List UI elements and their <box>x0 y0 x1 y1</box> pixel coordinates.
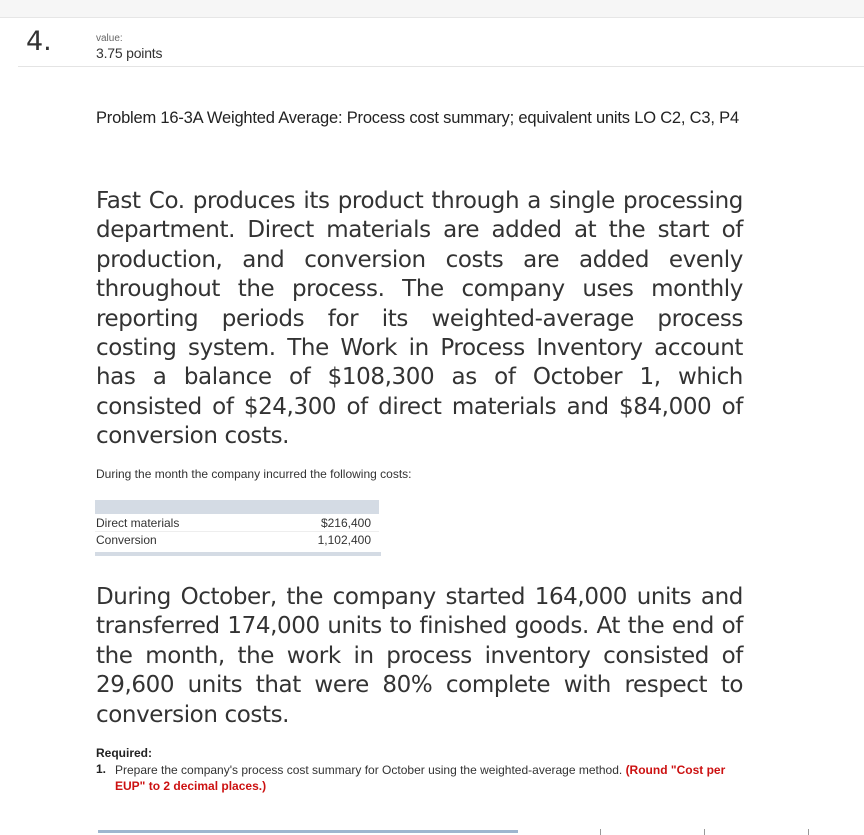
costs-table <box>95 500 379 556</box>
problem-paragraph-2: During October, the company started 164,000 units and transferred 174,000 units to finished goods. At the end of the month, the work in process inventory consisted of 29,600 units that were 80% complete with respect to conversion costs. <box>96 584 743 728</box>
required-item-text: Prepare the company's process cost summary for October using the weighted-average method. <box>115 763 623 777</box>
answer-table-top-edge <box>98 830 518 833</box>
cost-label: Conversion <box>96 533 157 547</box>
question-number: 4. <box>26 26 52 57</box>
required-item <box>115 762 755 794</box>
required-label: Required: <box>96 746 153 760</box>
value-label: value: <box>96 33 123 44</box>
costs-table-header <box>95 500 379 514</box>
table-row <box>95 532 379 548</box>
problem-title: Problem 16-3A Weighted Average: Process cost summary; equivalent units LO C2, C3, P4 <box>96 109 739 127</box>
required-item-number: 1. <box>96 762 107 776</box>
problem-paragraph-1: Fast Co. produces its product through a single processing department. Direct materials are added at the start of production, and conversion costs are added evenly throughout the process. The company uses monthly reporting periods for its weighted-average process costing system. The Work in Process Inventory account has a balance of $108,300 as of October 1, which consisted of $24,300 of direct materials and $84,000 of conversion costs. <box>96 188 743 450</box>
answer-table-column-divider <box>808 829 809 835</box>
table-row <box>95 515 379 532</box>
costs-intro: During the month the company incurred the following costs: <box>96 467 412 481</box>
cost-amount: $216,400 <box>320 516 371 530</box>
header-divider <box>18 66 864 67</box>
cost-amount: 1,102,400 <box>317 533 371 547</box>
answer-table-column-divider <box>704 829 705 835</box>
cost-label: Direct materials <box>96 516 180 530</box>
costs-table-footer <box>95 552 381 556</box>
answer-table-column-divider <box>600 829 601 835</box>
top-band <box>0 0 864 18</box>
rounding-note: (Round "Cost per EUP" to 2 decimal places.) <box>115 763 726 793</box>
question-points: 3.75 points <box>96 45 163 61</box>
